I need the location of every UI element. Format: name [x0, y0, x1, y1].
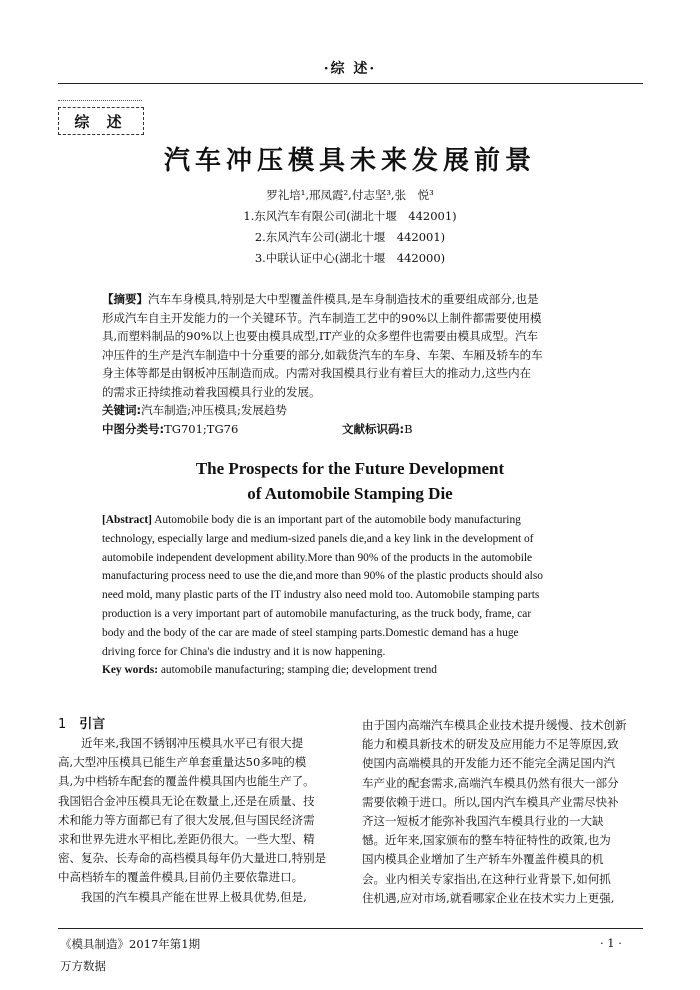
affiliation: 1.东风汽车有限公司(湖北十堰 442001) [243, 209, 457, 223]
abstract-cn-line: 身主体等都是由钢板冲压制造而成。内需对我国模具行业有着巨大的推动力,这些内在 [102, 366, 532, 380]
paragraph-line: 近年来,我国不锈钢冲压模具水平已有很大提 [58, 736, 304, 750]
author-names: 罗礼培¹,邢凤霞²,付志坚³,张 悦³ [266, 188, 434, 202]
body-left-column [58, 713, 348, 907]
affiliation: 3.中联认证中心(湖北十堰 442000) [254, 251, 446, 265]
paragraph-line: 高,大型冲压模具已能生产单套重量达50多吨的模 [58, 755, 307, 770]
affiliation: 2.东风汽车公司(湖北十堰 442001) [254, 230, 446, 244]
section-heading: 1 引言 [58, 717, 106, 732]
abstract-cn-line: 形成汽车自主开发能力的一个关键环节。汽车制造工艺中的90%以上制件都需要使用模 [102, 310, 542, 325]
abstract-en-line: body and the body of the car are made of steel stamping parts.Domestic demand has a huge [102, 626, 519, 639]
abstract-en-line: driving force for China's die industry and it is now happening. [102, 645, 386, 658]
header-rule [58, 83, 643, 84]
abstract-cn-line: 具,而塑料制品的90%以上也要由模具成型,IT产业的众多塑件也需要由模具成型。汽车 [102, 329, 539, 343]
paragraph-line: 求和世界先进水平相比,差距仍很大。一些大型、精 [58, 832, 315, 847]
abstract-cn-line: 的需求正持续推动着我国模具行业的发展。 [102, 384, 321, 399]
keywords-cn: 关键词:汽车制造;冲压模具;发展趋势 [102, 403, 287, 417]
english-title: The Prospects for the Future Development of Automobile Stamping Die [195, 459, 505, 503]
paragraph-line: 具,为中档轿车配套的覆盖件模具国内也能生产了。 [58, 774, 315, 789]
abstract-cn-line: 【摘要】汽车车身模具,特别是大中型覆盖件模具,是车身制造技术的重要组成部分,也是 [102, 292, 539, 306]
paragraph-line: 我国的汽车模具产能在世界上极具优势,但是, [58, 889, 307, 904]
abstract-en-label: [Abstract] [102, 514, 152, 526]
abstract-en-line: automobile independent development ability.More than 90% of the products in the automobile [102, 551, 533, 564]
paragraph-line: 需要依赖于进口。所以,国内汽车模具产业需尽快补 [362, 794, 619, 809]
abstract-en-line: need mold, many plastic parts of the IT industry also need mold too. Automobile stamping parts [102, 589, 540, 602]
paragraph-line: 国内模具企业增加了生产轿车外覆盖件模具的机 [362, 852, 604, 867]
running-header: ·综 述· [323, 61, 377, 77]
paragraph-line: 会。业内相关专家指出,在这种行业背景下,如何抓 [362, 871, 611, 886]
doc-code-value: B [404, 421, 413, 436]
abstract-cn-label: 【摘要】 [102, 292, 148, 306]
journal-citation: 《模具制造》2017年第1期 [60, 937, 201, 951]
page-number: · 1 · [600, 936, 622, 950]
abstract-en-line: manufacturing process need to use the die,and more than 90% of the plastic products should also [102, 570, 543, 583]
body-right-column [362, 716, 652, 908]
abstract-en [102, 511, 602, 680]
abstract-cn [102, 290, 602, 438]
paragraph-line: 憾。近年来,国家颁布的整车特征特性的政策,也为 [362, 833, 611, 848]
paragraph-line: 术和能力等方面都已有了很大发展,但与国民经济需 [58, 812, 315, 827]
footer-rule [58, 928, 643, 929]
paragraph-line: 密、复杂、长寿命的高档模具每年仍大量进口,特别是 [58, 851, 327, 866]
paragraph-line: 我国铝合金冲压模具无论在数量上,还是在质量、技 [58, 793, 315, 808]
abstract-cn-line: 冲压件的生产是汽车制造中十分重要的部分,如载货汽车的车身、车架、车厢及轿车的车 [102, 347, 543, 362]
keywords-en: Key words: automobile manufacturing; stamping die; development trend [102, 664, 437, 677]
abstract-en-line: production is a very important part of automobile manufacturing, as the truck body, frame, car [102, 607, 532, 620]
classification-row: 中图分类号:TG701;TG76 文献标识码:B [102, 421, 413, 436]
paragraph-line: 中高档轿车的覆盖件模具,目前仍主要依靠进口。 [58, 870, 304, 885]
paragraph-line: 由于国内高端汽车模具企业技术提升缓慢、技术创新 [362, 718, 627, 732]
paragraph-line: 齐这一短板才能弥补我国汽车模具行业的一大缺 [362, 814, 604, 829]
doc-code-label: 文献标识码: [342, 421, 405, 436]
paragraph-line: 车产业的配套需求,高端汽车模具仍然有很大一部分 [362, 775, 619, 790]
paragraph-line: 使国内高端模具的开发能力还不能完全满足国内汽 [362, 756, 615, 771]
abstract-en-line: technology, especially large and medium-sized panels die,and a key link in the development of [102, 532, 534, 545]
source-watermark: 万方数据 [60, 959, 106, 973]
abstract-en-line: [Abstract] Automobile body die is an important part of the automobile body manufacturing [102, 514, 521, 526]
section-badge: 综 述 [58, 107, 144, 135]
paragraph-line: 住机遇,应对市场,就看哪家企业在技术实力上更强, [362, 890, 615, 905]
badge-decoration [58, 100, 142, 105]
page-title: 汽车冲压模具未来发展前景 [163, 146, 536, 176]
paragraph-line: 能力和模具新技术的研发及应用能力不足等原因,致 [362, 737, 619, 752]
